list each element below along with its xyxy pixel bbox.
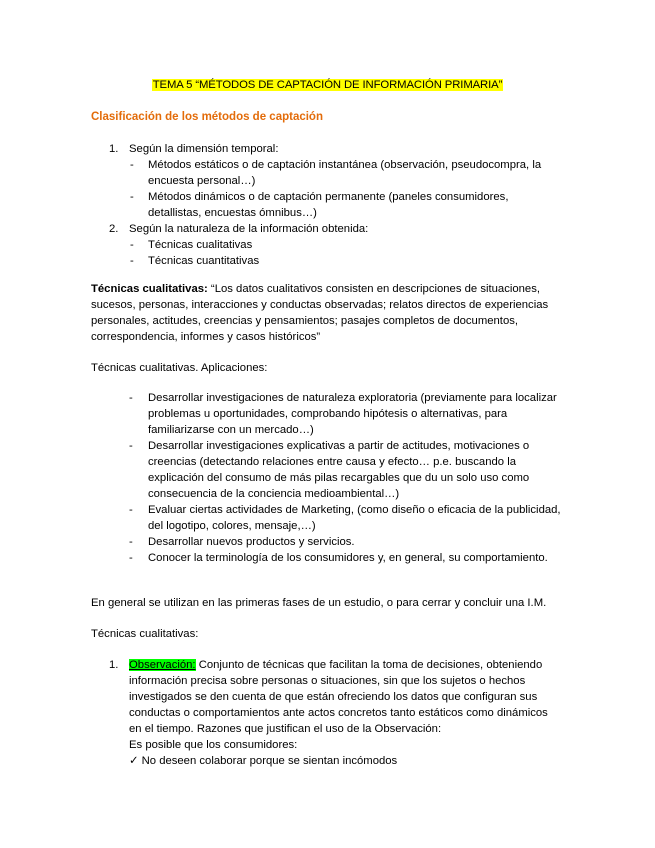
dash-bullet: - (130, 191, 134, 203)
observation-item (91, 657, 563, 769)
observation-text: Conjunto de técnicas que facilitan la toma de decisiones, obteniendo información precisa sobre personas o situaciones, sin que los sujetos o hechos investigados se den cuenta de que están ofreciendo los datos que configuran sus conductas o comportamientos ante actos concretos tanto estáticos como dinámicos en el tiempo. Razones que justifican el uso de la Observación: (129, 659, 548, 735)
definition-text: “Los datos cualitativos consisten en descripciones de situaciones, sucesos, personas, interacciones y conductas observadas; relatos directos de experiencias personales, actitudes, creencias y pensamientos; pasajes completos de documentos, correspondencia, informes y casos históricos” (91, 283, 549, 343)
list-text: Evaluar ciertas actividades de Marketing, (como diseño o eficacia de la publicidad, del logotipo, colores, mensaje,…) (148, 504, 561, 532)
techniques-heading: Técnicas cualitativas: (91, 628, 199, 640)
check-item (91, 753, 563, 769)
applications-list (91, 390, 561, 566)
section-subheading: Clasificación de los métodos de captación (91, 111, 323, 123)
sub-list-item (91, 189, 561, 221)
list-item (91, 534, 561, 550)
list-item (91, 221, 561, 237)
dash-bullet: - (130, 159, 134, 171)
list-label: Según la dimensión temporal: (129, 143, 279, 155)
applications-heading: Técnicas cualitativas. Aplicaciones: (91, 362, 268, 374)
list-text: Conocer la terminología de los consumidores y, en general, su comportamiento. (148, 552, 548, 564)
list-number: 1. (109, 143, 119, 155)
dash-bullet: - (129, 392, 133, 404)
sub-list-item (91, 237, 561, 253)
list-label: Según la naturaleza de la información obtenida: (129, 223, 369, 235)
document-title: TEMA 5 “MÉTODOS DE CAPTACIÓN DE INFORMACIÓN PRIMARIA” (152, 79, 503, 91)
sub-list-text: Métodos estáticos o de captación instantánea (observación, pseudocompra, la encuesta personal…) (148, 159, 542, 187)
title-row (0, 77, 655, 93)
list-item (91, 390, 561, 438)
observation-term: Observación: (129, 659, 196, 671)
list-item (91, 657, 563, 737)
dash-bullet: - (129, 440, 133, 452)
list-number: 2. (109, 223, 119, 235)
qualitative-definition (91, 281, 561, 345)
general-use-paragraph: En general se utilizan en las primeras fases de un estudio, o para cerrar y concluir una I.M. (91, 597, 547, 609)
dash-bullet: - (129, 536, 133, 548)
list-text: Desarrollar nuevos productos y servicios. (148, 536, 355, 548)
list-item (91, 550, 561, 566)
definition-term: Técnicas cualitativas: (91, 283, 208, 295)
dash-bullet: - (130, 255, 134, 267)
sub-list-item (91, 253, 561, 269)
check-icon: ✓ (129, 755, 139, 767)
dash-bullet: - (130, 239, 134, 251)
list-text: Desarrollar investigaciones de naturaleza exploratoria (previamente para localizar problemas u oportunidades, comprobando hipótesis o alternativas, para familiarizarse con un mercado…) (148, 392, 557, 436)
list-item (91, 502, 561, 534)
observation-line2: Es posible que los consumidores: (129, 739, 298, 751)
dash-bullet: - (129, 552, 133, 564)
sub-list-item (91, 157, 561, 189)
sub-list-text: Técnicas cuantitativas (148, 255, 260, 267)
classification-list (91, 141, 561, 269)
list-item (91, 438, 561, 502)
dash-bullet: - (129, 504, 133, 516)
list-text: Desarrollar investigaciones explicativas a partir de actitudes, motivaciones o creencias (detectando relaciones entre causa y efecto… p.e. buscando la explicación del consumo de más pilas recargables que du un solo uso como consecuencia de la conciencia medioambiental…) (148, 440, 530, 500)
sub-list-text: Métodos dinámicos o de captación permanente (paneles consumidores, detallistas, encuestas ómnibus…) (148, 191, 509, 219)
list-number: 1. (109, 659, 119, 671)
check-text: No deseen colaborar porque se sientan incómodos (141, 755, 398, 767)
list-item (91, 141, 561, 157)
sub-list-text: Técnicas cualitativas (148, 239, 253, 251)
